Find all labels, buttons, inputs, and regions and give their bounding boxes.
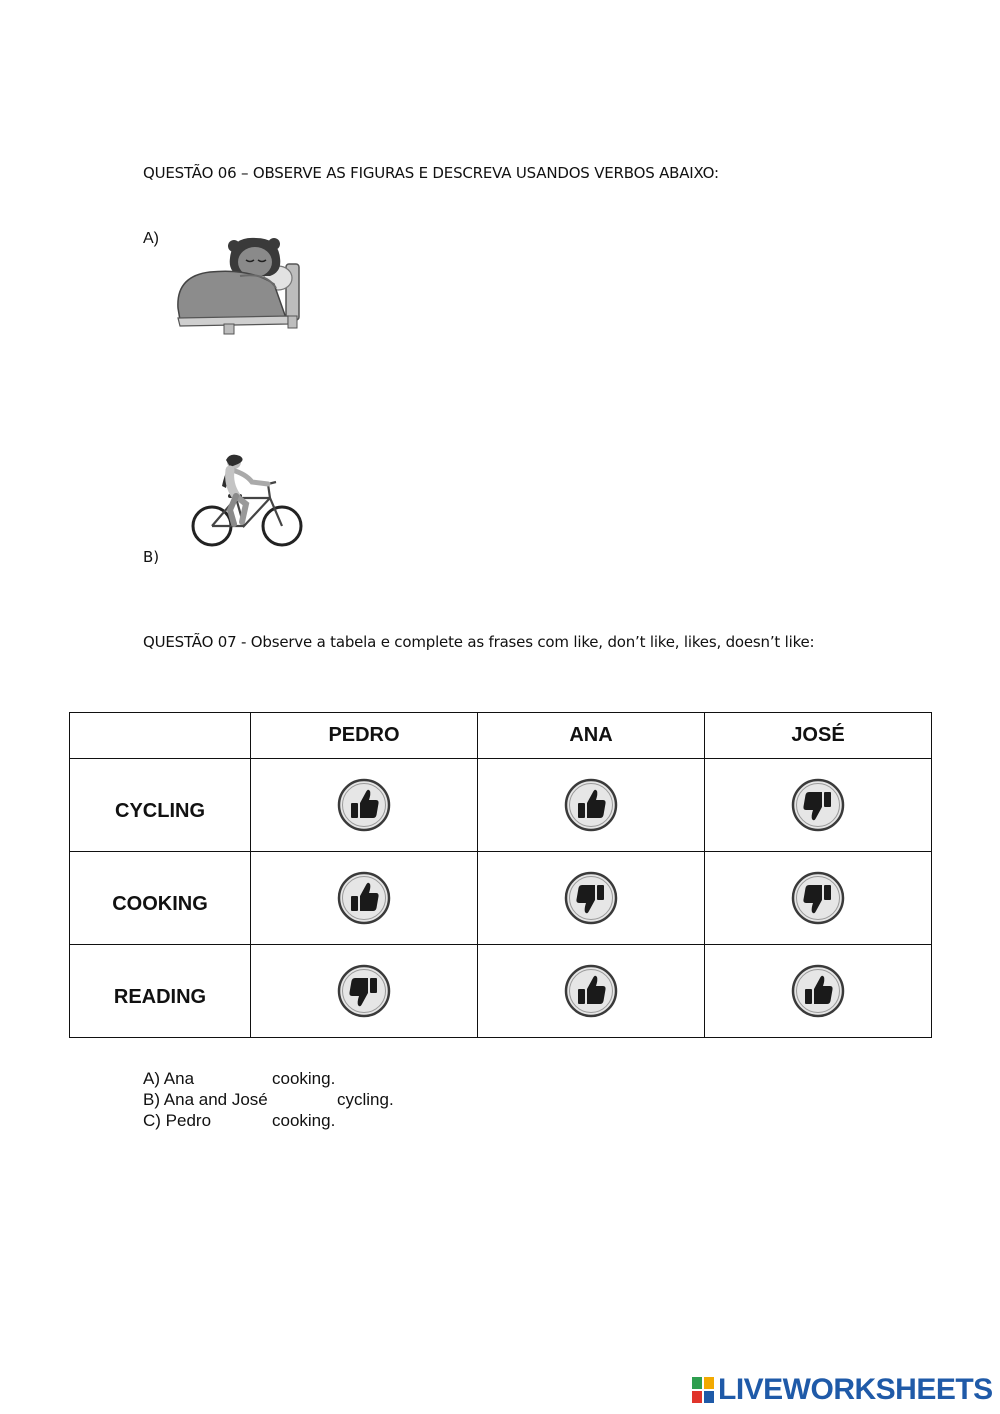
liveworksheets-logo-icon	[692, 1377, 714, 1403]
sentence-item	[143, 1089, 394, 1110]
sentence-subject: C) Pedro	[143, 1111, 212, 1130]
thumbs-down-icon	[563, 870, 619, 926]
table-cell	[251, 852, 478, 945]
thumbs-up-icon	[336, 870, 392, 926]
liveworksheets-logo	[692, 1373, 993, 1407]
table-header-cell: ANA	[478, 713, 705, 759]
sentence-item	[143, 1110, 394, 1131]
table-row	[70, 945, 932, 1038]
sentence-ending: cooking.	[272, 1111, 336, 1130]
table-cell	[251, 759, 478, 852]
woman-cycling-icon	[188, 452, 306, 548]
sentence-subject: A) Ana	[143, 1069, 195, 1088]
item-a-label: A)	[143, 230, 159, 247]
table-cell	[478, 945, 705, 1038]
table-cell	[478, 852, 705, 945]
sentence-subject: B) Ana and José	[143, 1090, 268, 1109]
table-cell	[251, 945, 478, 1038]
row-label: READING	[70, 945, 251, 1038]
thumbs-down-icon	[790, 777, 846, 833]
table-cell	[705, 945, 932, 1038]
liveworksheets-logo-text: LIVEWORKSHEETS	[718, 1373, 993, 1406]
thumbs-down-icon	[790, 870, 846, 926]
thumbs-up-icon	[790, 963, 846, 1019]
thumbs-up-icon	[336, 777, 392, 833]
table-row	[70, 852, 932, 945]
thumbs-up-icon	[563, 777, 619, 833]
sentence-item	[143, 1068, 394, 1089]
table-cell	[705, 759, 932, 852]
table-header-cell: JOSÉ	[705, 713, 932, 759]
table-row	[70, 759, 932, 852]
table-header-cell	[70, 713, 251, 759]
thumbs-up-icon	[563, 963, 619, 1019]
table-header-row	[70, 713, 932, 759]
table-cell	[478, 759, 705, 852]
sentence-ending: cooking.	[272, 1069, 336, 1088]
table-cell	[705, 852, 932, 945]
sentence-ending: cycling.	[337, 1090, 394, 1109]
item-b-label: B)	[143, 548, 160, 566]
question-06-title: QUESTÃO 06 – OBSERVE AS FIGURAS E DESCREVA USANDOS VERBOS ABAIXO:	[143, 164, 719, 182]
likes-table	[69, 712, 932, 1038]
question-07-title: QUESTÃO 07 - Observe a tabela e complete as frases com like, don’t like, likes, doesn’t like:	[143, 633, 815, 651]
thumbs-down-icon	[336, 963, 392, 1019]
table-header-cell: PEDRO	[251, 713, 478, 759]
girl-sleeping-in-bed-icon	[170, 232, 304, 336]
row-label: COOKING	[70, 852, 251, 945]
row-label: CYCLING	[70, 759, 251, 852]
sentence-list	[143, 1068, 394, 1131]
